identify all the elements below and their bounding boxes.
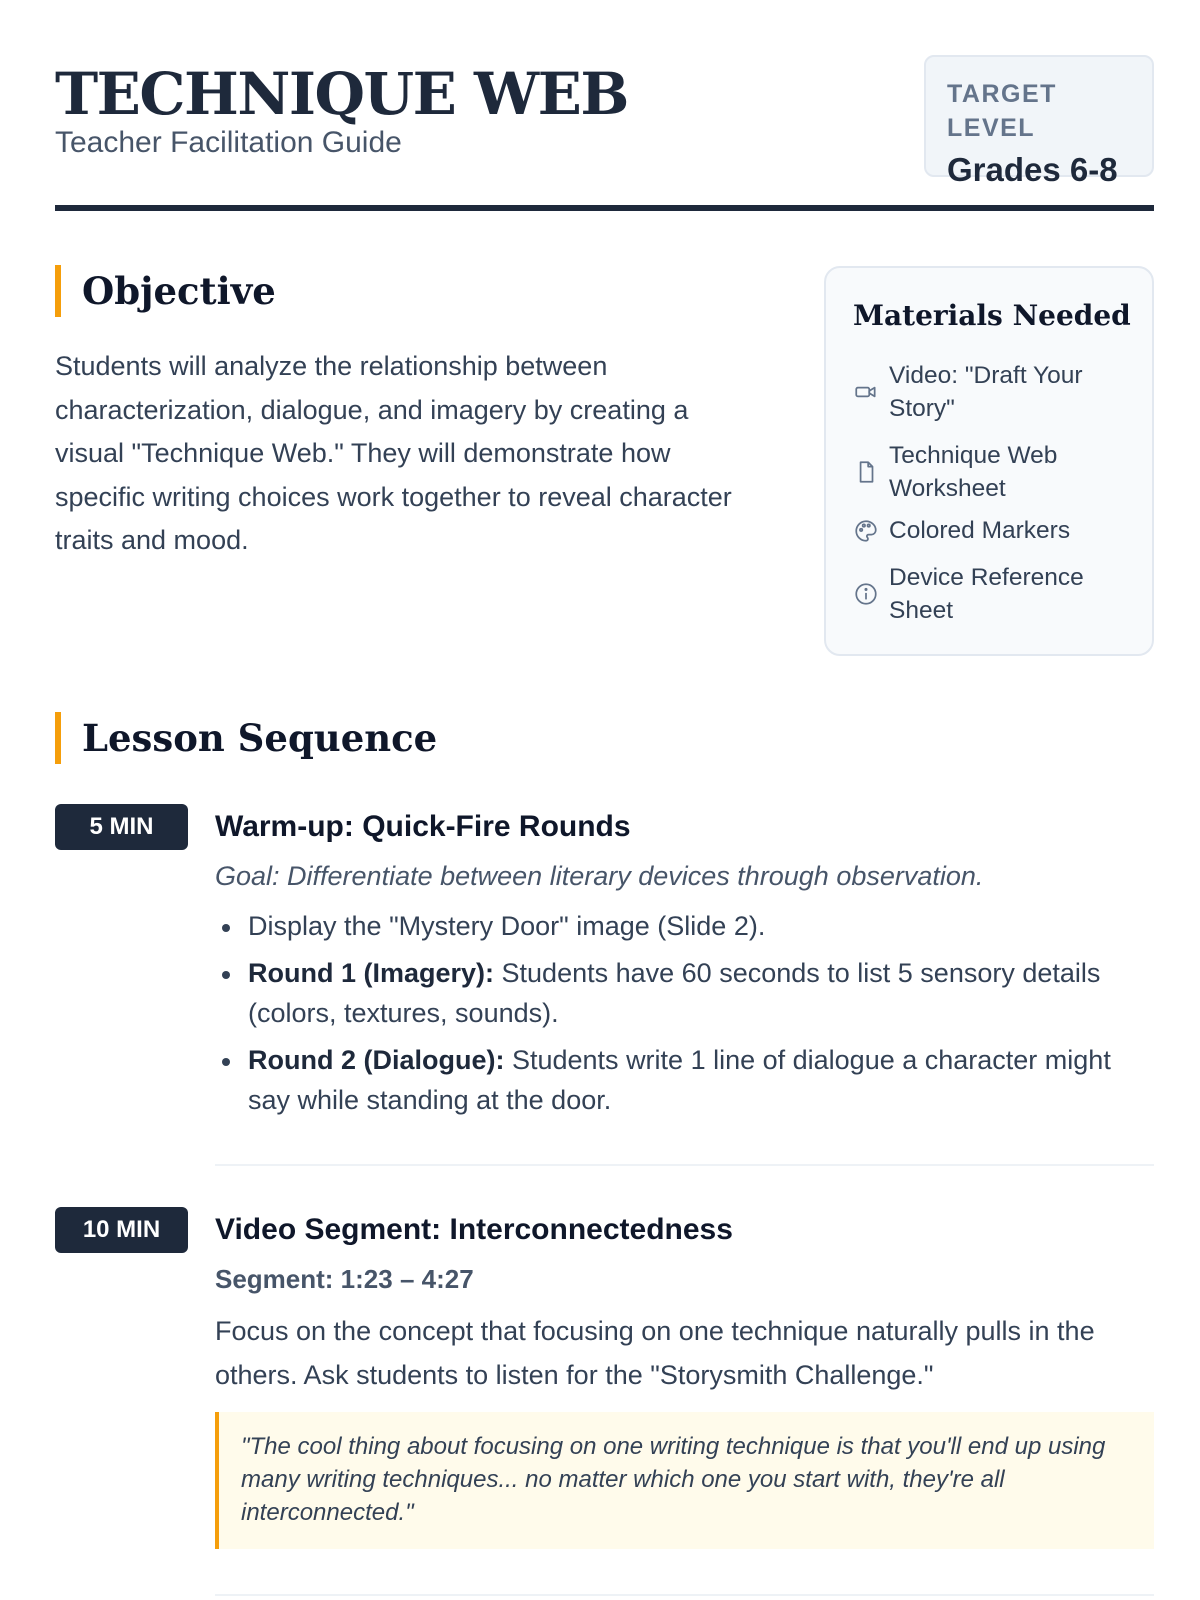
step-title: Video Segment: Interconnectedness [215, 1213, 733, 1246]
video-icon [853, 379, 879, 405]
target-level-box [924, 55, 1154, 188]
list-item [215, 953, 1154, 1033]
lesson-sequence-heading: Lesson Sequence [55, 712, 437, 764]
document-icon [853, 459, 879, 485]
step-bullet-list [215, 906, 1154, 1120]
materials-item-markers [853, 514, 1148, 547]
materials-item-label: Video: "Draft Your Story" [889, 362, 1083, 422]
materials-item-label: Technique Web Worksheet [889, 442, 1058, 502]
materials-item-reference [853, 561, 1148, 627]
step-divider [215, 1594, 1154, 1596]
materials-item-worksheet [853, 439, 1148, 505]
info-icon [853, 581, 879, 607]
materials-item-video [853, 359, 1148, 425]
step-content [215, 1207, 1154, 1549]
document-subtitle: Teacher Facilitation Guide [55, 126, 402, 159]
materials-item-label: Device Reference Sheet [889, 564, 1084, 624]
objective-text: Students will analyze the relationship between characterization, dialogue, and imagery by creating a visual "Technique Web." They will demonstrate how specific writing choices work together to reveal character traits and mood. [55, 351, 732, 555]
list-item [215, 906, 1154, 946]
list-item [215, 1040, 1154, 1120]
step-content [215, 804, 1154, 1127]
document-header [55, 52, 1154, 212]
step-description: Focus on the concept that focusing on one technique naturally pulls in the others. Ask students to listen for the "Storysmith Challenge." [215, 1316, 1095, 1390]
palette-icon [853, 518, 879, 544]
header-divider [55, 205, 1154, 211]
target-level-value: Grades 6-8 [947, 151, 1118, 188]
list-item-text: Students write 1 line of dialogue a character might say while standing at the door. [248, 1045, 1111, 1115]
step-goal: Goal: Differentiate between literary devices through observation. [215, 861, 984, 891]
time-badge: 10 MIN [55, 1207, 188, 1253]
materials-heading: Materials Needed [853, 299, 1131, 332]
step-divider [215, 1164, 1154, 1166]
materials-card [824, 266, 1154, 656]
time-badge: 5 MIN [55, 804, 188, 850]
target-level-label: TARGET LEVEL [947, 80, 1057, 142]
document-title: TECHNIQUE WEB [55, 60, 628, 128]
objective-heading: Objective [55, 265, 276, 317]
list-item-lead: Round 2 (Dialogue): [248, 1045, 505, 1075]
video-quote: "The cool thing about focusing on one writing technique is that you'll end up using many writing techniques... no matter which one you start with, they're all interconnected." [215, 1412, 1154, 1549]
list-item-lead: Round 1 (Imagery): [248, 958, 495, 988]
step-title: Warm-up: Quick-Fire Rounds [215, 810, 631, 843]
video-segment-time: Segment: 1:23 – 4:27 [215, 1264, 474, 1294]
list-item-text: Display the "Mystery Door" image (Slide 2). [248, 911, 766, 941]
materials-item-label: Colored Markers [889, 517, 1071, 544]
list-item-text: Students have 60 seconds to list 5 sensory details (colors, textures, sounds). [248, 958, 1101, 1028]
